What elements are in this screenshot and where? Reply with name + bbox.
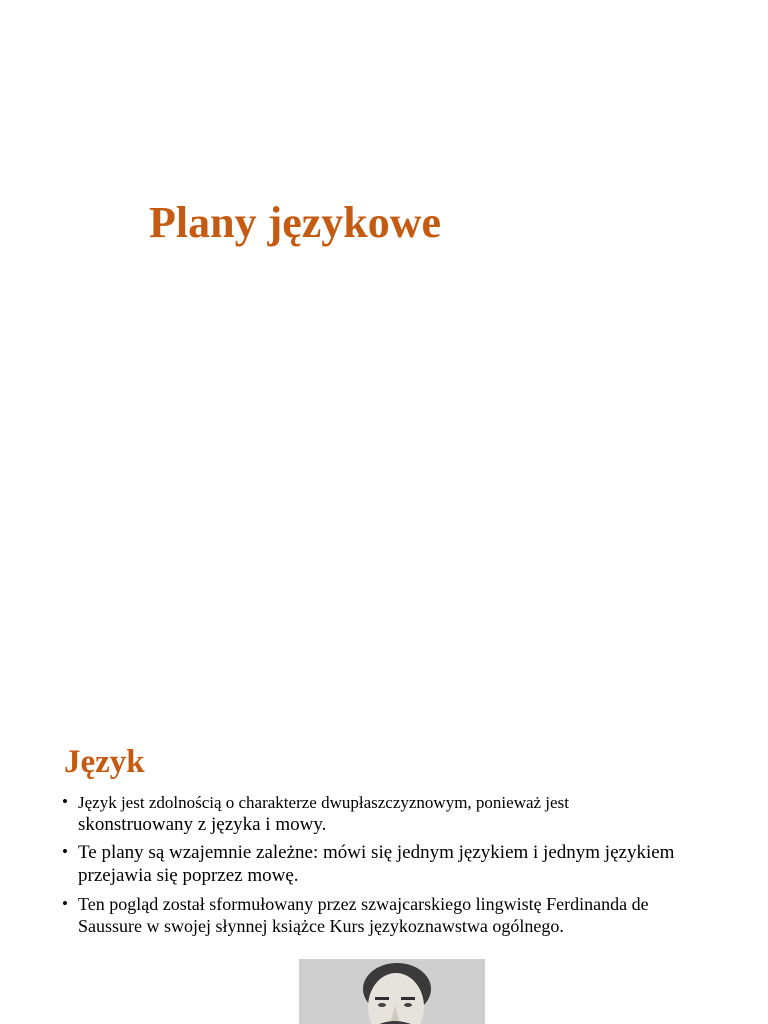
bullet-list (60, 792, 760, 943)
bullet-icon: • (62, 842, 68, 862)
slide-language (0, 690, 768, 1024)
bullet-item (60, 894, 760, 937)
portrait-photo (299, 959, 485, 1024)
presentation-title: Plany językowe (149, 198, 442, 248)
bullet-item (60, 842, 760, 888)
bullet-icon: • (62, 792, 68, 811)
bullet-item (60, 792, 760, 836)
bullet-line: Te plany są wzajemnie zależne: mówi się jednym językiem i jednym językiem (78, 842, 675, 864)
bullet-text (78, 842, 674, 885)
bullet-text (78, 894, 649, 936)
bullet-line: Saussure w swojej słynnej książce Kurs językoznawstwa ogólnego. (78, 915, 564, 936)
bullet-text (78, 792, 569, 834)
bullet-icon: • (62, 893, 68, 913)
slide-heading: Język (64, 744, 145, 781)
bullet-line: Język jest zdolnością o charakterze dwupłaszczyznowym, ponieważ jest (78, 793, 569, 812)
portrait-image-icon (299, 959, 485, 1024)
bullet-line: przejawia się poprzez mowę. (78, 865, 299, 887)
bullet-line: Ten pogląd został sformułowany przez szwajcarskiego lingwistę Ferdinanda de (78, 893, 649, 914)
bullet-line: skonstruowany z języka i mowy. (78, 813, 327, 835)
